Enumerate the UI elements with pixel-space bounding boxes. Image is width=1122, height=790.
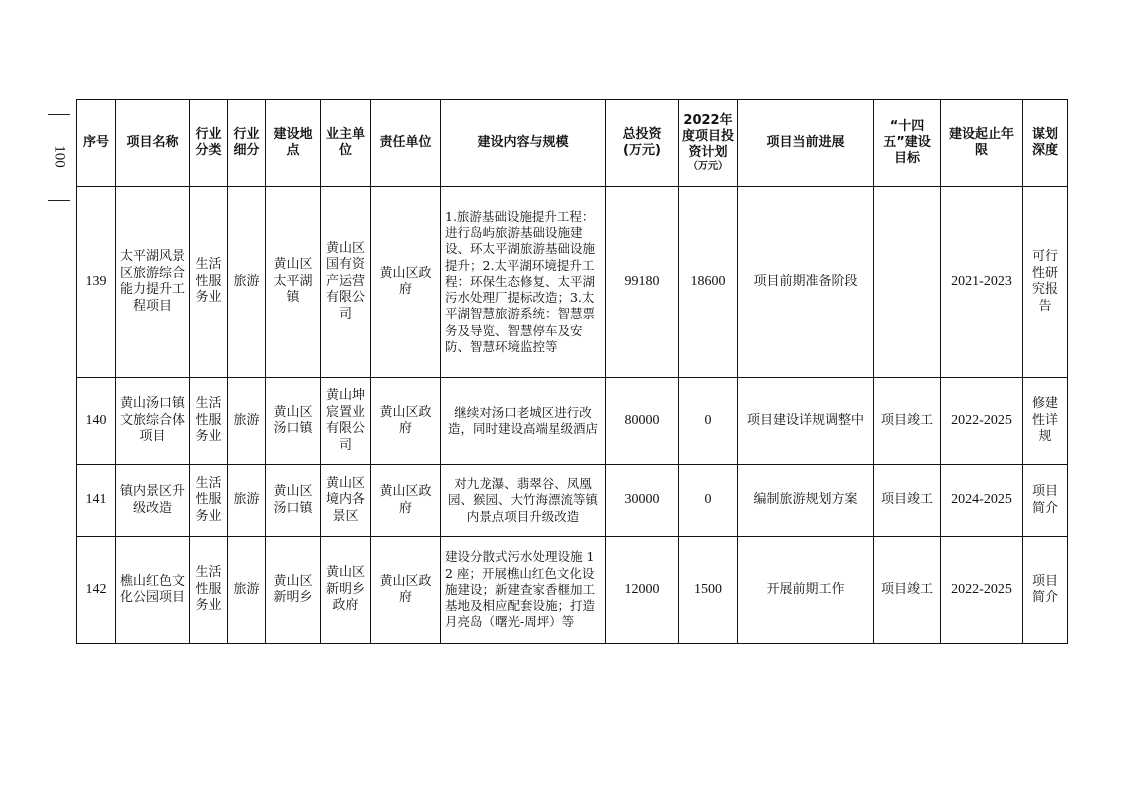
- row-plan-2022: 18600: [679, 187, 738, 378]
- row-plan-2022: 0: [679, 378, 738, 465]
- row-location: 黄山区汤口镇: [266, 465, 321, 537]
- row-name: 镇内景区升级改造: [116, 465, 190, 537]
- row-responsible: 黄山区政府: [371, 378, 441, 465]
- row-category: 生活性服务业: [190, 465, 228, 537]
- header-total-investment-unit: (万元): [623, 143, 661, 158]
- row-location: 黄山区新明乡: [266, 537, 321, 644]
- row-depth: 项目简介: [1023, 537, 1068, 644]
- row-category: 生活性服务业: [190, 378, 228, 465]
- row-responsible: 黄山区政府: [371, 187, 441, 378]
- header-plan-2022-unit: （万元）: [688, 161, 728, 172]
- row-subcategory: 旅游: [228, 537, 266, 644]
- header-total-investment: [606, 100, 679, 187]
- row-period: 2021-2023: [941, 187, 1023, 378]
- row-subcategory: 旅游: [228, 378, 266, 465]
- row-total-investment: 80000: [606, 378, 679, 465]
- header-name: 项目名称: [116, 100, 190, 187]
- row-seq: 142: [77, 537, 116, 644]
- header-total-investment-label: 总投资: [622, 127, 662, 142]
- row-owner: 黄山区新明乡政府: [321, 537, 371, 644]
- page-number-dash-bottom: [48, 200, 70, 201]
- row-name: 太平湖风景区旅游综合能力提升工程项目: [116, 187, 190, 378]
- row-goal: [874, 187, 941, 378]
- row-period: 2022-2025: [941, 537, 1023, 644]
- header-seq: 序号: [77, 100, 116, 187]
- header-category: 行业分类: [190, 100, 228, 187]
- row-content: 1.旅游基础设施提升工程：进行岛屿旅游基础设施建设、环太平湖旅游基础设施提升；2.太平湖环境提升工程：环保生态修复、太平湖污水处理厂提标改造；3.太平湖智慧旅游系统：智慧票务及导览、智慧停车及安防、智慧环境监控等: [441, 187, 606, 378]
- header-content: 建设内容与规模: [441, 100, 606, 187]
- row-total-investment: 99180: [606, 187, 679, 378]
- row-goal: 项目竣工: [874, 537, 941, 644]
- table-row: [77, 537, 1068, 644]
- row-responsible: 黄山区政府: [371, 537, 441, 644]
- header-goal: “十四五”建设目标: [874, 100, 941, 187]
- row-total-investment: 30000: [606, 465, 679, 537]
- row-name: 黄山汤口镇文旅综合体项目: [116, 378, 190, 465]
- header-subcategory: 行业细分: [228, 100, 266, 187]
- row-name: 樵山红色文化公园项目: [116, 537, 190, 644]
- row-period: 2022-2025: [941, 378, 1023, 465]
- row-seq: 140: [77, 378, 116, 465]
- row-progress: 编制旅游规划方案: [738, 465, 874, 537]
- row-progress: 开展前期工作: [738, 537, 874, 644]
- row-plan-2022: 0: [679, 465, 738, 537]
- header-plan-2022: [679, 100, 738, 187]
- row-depth: 项目简介: [1023, 465, 1068, 537]
- row-plan-2022: 1500: [679, 537, 738, 644]
- table-header-row: [77, 100, 1068, 187]
- row-location: 黄山区太平湖镇: [266, 187, 321, 378]
- row-progress: 项目前期准备阶段: [738, 187, 874, 378]
- row-location: 黄山区汤口镇: [266, 378, 321, 465]
- row-progress: 项目建设详规调整中: [738, 378, 874, 465]
- row-depth: 可行性研究报告: [1023, 187, 1068, 378]
- row-subcategory: 旅游: [228, 187, 266, 378]
- row-content: 继续对汤口老城区进行改造，同时建设高端星级酒店: [441, 378, 606, 465]
- row-total-investment: 12000: [606, 537, 679, 644]
- row-subcategory: 旅游: [228, 465, 266, 537]
- header-location: 建设地点: [266, 100, 321, 187]
- row-category: 生活性服务业: [190, 537, 228, 644]
- row-seq: 141: [77, 465, 116, 537]
- header-plan-2022-label: 2022年度项目投资计划: [682, 113, 735, 160]
- page-number-value: 100: [51, 145, 68, 168]
- project-table: [76, 99, 1068, 644]
- row-depth: 修建性详规: [1023, 378, 1068, 465]
- page-number: [44, 108, 74, 218]
- header-owner: 业主单位: [321, 100, 371, 187]
- row-responsible: 黄山区政府: [371, 465, 441, 537]
- header-responsible: 责任单位: [371, 100, 441, 187]
- header-period: 建设起止年限: [941, 100, 1023, 187]
- table-row: [77, 378, 1068, 465]
- row-category: 生活性服务业: [190, 187, 228, 378]
- table-row: [77, 465, 1068, 537]
- row-content: 建设分散式污水处理设施 12 座；开展樵山红色文化设施建设；新建查家香榧加工基地及相应配套设施；打造月亮岛（曙光-周坪）等: [441, 537, 606, 644]
- row-owner: 黄山坤宸置业有限公司: [321, 378, 371, 465]
- header-depth: 谋划深度: [1023, 100, 1068, 187]
- row-owner: 黄山区境内各景区: [321, 465, 371, 537]
- row-owner: 黄山区国有资产运营有限公司: [321, 187, 371, 378]
- row-period: 2024-2025: [941, 465, 1023, 537]
- table-row: [77, 187, 1068, 378]
- row-goal: 项目竣工: [874, 465, 941, 537]
- row-seq: 139: [77, 187, 116, 378]
- row-content: 对九龙瀑、翡翠谷、凤凰园、猴园、大竹海漂流等镇内景点项目升级改造: [441, 465, 606, 537]
- header-progress: 项目当前进展: [738, 100, 874, 187]
- page-number-dash-top: [48, 114, 70, 115]
- row-goal: 项目竣工: [874, 378, 941, 465]
